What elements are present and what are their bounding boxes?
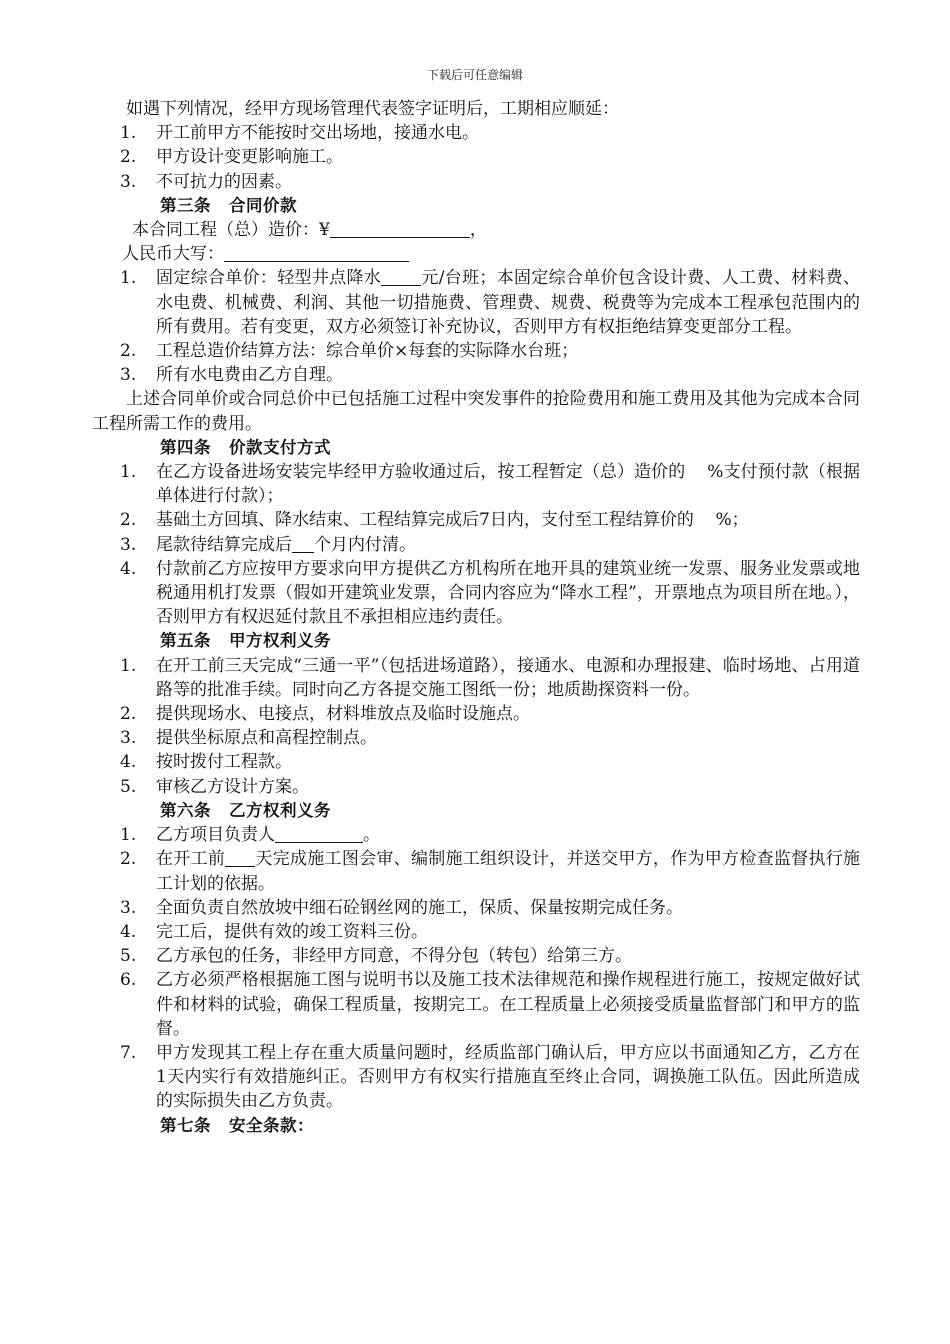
item-number: 3. [120,171,137,192]
item-number: 3. [120,365,137,386]
intro-text: 如遇下列情况，经甲方现场管理代表签字证明后，工期相应顺延： [126,99,619,119]
price-tail: ， [469,220,487,241]
item-text [156,533,860,557]
item-number: 2. [120,849,137,870]
list-item [92,557,860,630]
list-item [92,726,860,750]
item-number: 5. [120,776,137,797]
item-text-b: %支付预付款（根据单体进行付款）； [156,462,861,507]
list-item [92,702,860,726]
unit-price-blank[interactable] [381,267,421,286]
rmb-line [92,242,860,266]
contract-body [92,97,860,1138]
article-7-heading [92,1114,860,1138]
list-item [92,968,860,1041]
item-text: 工程总造价结算方法：综合单价×每套的实际降水台班； [156,341,579,362]
item-text: 开工前甲方不能按时交出场地，接通水电。 [156,123,479,144]
item-text-a: 在乙方设备进场安装完毕经甲方验收通过后，按工程暂定（总）造价的 [156,462,686,483]
item-number: 2. [120,147,137,168]
item-number: 1. [120,655,137,676]
item-number: 3. [120,897,137,918]
list-item [92,750,860,774]
list-item [92,266,860,339]
list-item [92,775,860,799]
list-item [92,944,860,968]
item-text: 不可抗力的因素。 [156,171,292,192]
article-title: 合同价款 [229,195,297,215]
article-number: 第五条 [160,631,211,651]
item-text: 在开工前三天完成“三通一平”（包括进场道路），接通水、电源和办理报建、临时场地、占用道路等的批准手续。同时向乙方各提交施工图纸一份；地质勘探资料一份。 [156,655,860,700]
item-text: 按时拨付工程款。 [156,752,292,773]
price-line [92,218,860,242]
article-number: 第三条 [160,195,211,215]
item-text [156,460,860,508]
article-number: 第七条 [160,1115,211,1135]
article-number: 第四条 [160,437,211,457]
item-text: 甲方发现其工程上存在重大质量问题时，经质监部门确认后，甲方应以书面通知乙方，乙方在 1天内实行有效措施纠正。否则甲方有权实行措施直至终止合同，调换施工队伍。因此所造成的实际损失由乙方负责。 [156,1042,860,1112]
price-label: 本合同工程（总）造价：¥ [132,220,330,241]
item-text: 甲方设计变更影响施工。 [156,147,343,168]
list-item [92,121,860,145]
list-item [92,363,860,387]
item-text: 乙方必须严格根据施工图与说明书以及施工技术法律规范和操作规程进行施工，按规定做好试件和材料的试验，确保工程质量，按期完工。在工程质量上必须接受质量监督部门和甲方的监督。 [156,970,860,1039]
item-text [156,847,860,895]
item-text-a: 在开工前 [156,849,226,870]
price-blank[interactable] [330,219,470,238]
item-text: 全面负责自然放坡中细石砼钢丝网的施工，保质、保量按期完成任务。 [156,897,683,918]
item-number: 4. [120,752,137,773]
list-item [92,508,860,532]
list-item [92,1041,860,1114]
item-number: 3. [120,728,137,749]
item-text: 完工后，提供有效的竣工资料三份。 [156,921,428,942]
item-text-b: 天完成施工图会审、编制施工组织设计，并送交甲方，作为甲方检查监督执行施工计划的依据。 [156,849,861,894]
item-text: 提供坐标原点和高程控制点。 [156,728,377,749]
item-text: 提供现场水、电接点，材料堆放点及临时设施点。 [156,704,530,725]
item-number: 1. [120,123,137,144]
list-item [92,823,860,847]
article-number: 第六条 [160,800,211,820]
item-number: 2. [120,510,137,531]
article-5-heading [92,629,860,653]
item-text-b: 。 [363,825,380,846]
article-title: 安全条款： [229,1115,314,1135]
rmb-blank[interactable] [224,243,409,262]
item-text-b: %； [715,510,749,531]
item-number: 1. [120,462,137,483]
list-item [92,339,860,363]
article-3-heading [92,194,860,218]
article-title: 甲方权利义务 [229,631,331,651]
item-text: 所有水电费由乙方自理。 [156,365,343,386]
item-text [156,508,860,532]
item-number: 1. [120,268,137,289]
days-blank[interactable] [225,848,255,867]
item-text: 付款前乙方应按甲方要求向甲方提供乙方机构所在地开具的建筑业统一发票、服务业发票或地税通用机打发票（假如开建筑业发票，合同内容应为“降水工程”，开票地点为项目所在地。），否则甲方有权迟延付款且不承担相应违约责任。 [156,558,860,628]
rmb-label: 人民币大写： [122,244,224,265]
months-blank[interactable] [292,534,314,553]
item-number: 2. [120,704,137,725]
list-item [92,460,860,508]
list-item [92,896,860,920]
list-item [92,533,860,557]
item-text-a: 基础土方回填、降水结束、工程结算完成后7日内，支付至工程结算价的 [156,510,694,531]
item-text [156,823,860,847]
item-number: 2. [120,341,137,362]
list-item [92,654,860,702]
item-number: 6. [120,970,137,991]
item-number: 1. [120,825,137,846]
item-number: 4. [120,921,137,942]
page-header: 下载后可任意编辑 [426,68,523,82]
item-text-a: 乙方项目负责人 [156,825,275,846]
item-text: 乙方承包的任务，非经甲方同意，不得分包（转包）给第三方。 [156,946,632,967]
item-text: 审核乙方设计方案。 [156,776,309,797]
article-4-heading [92,436,860,460]
item-text-a: 固定综合单价：轻型井点降水 [156,268,382,289]
item-number: 4. [120,558,137,579]
list-item [92,920,860,944]
item-number: 5. [120,946,137,967]
item-text-b: 个月内付清。 [314,534,416,555]
article-title: 乙方权利义务 [229,800,331,820]
art3-note: 上述合同单价或合同总价中已包括施工过程中突发事件的抢险费用和施工费用及其他为完成本合同工程所需工作的费用。 [92,389,860,434]
item-number: 3. [120,534,137,555]
item-text-b: 元/台班；本固定综合单价包含设计费、人工费、材料费、水电费、机械费、利润、其他一切措施费、管理费、规费、税费等为完成本工程承包范围内的所有费用。若有变更，双方必须签订补充协议，否则甲方有权拒绝结算变更部分工程。 [156,268,860,337]
article-title: 价款支付方式 [229,437,331,457]
manager-blank[interactable] [275,824,363,843]
article-6-heading [92,799,860,823]
item-text [156,266,860,339]
item-text-a: 尾款待结算完成后 [156,534,292,555]
list-item [92,170,860,194]
list-item [92,145,860,169]
list-item [92,847,860,895]
item-number: 7. [120,1042,137,1063]
